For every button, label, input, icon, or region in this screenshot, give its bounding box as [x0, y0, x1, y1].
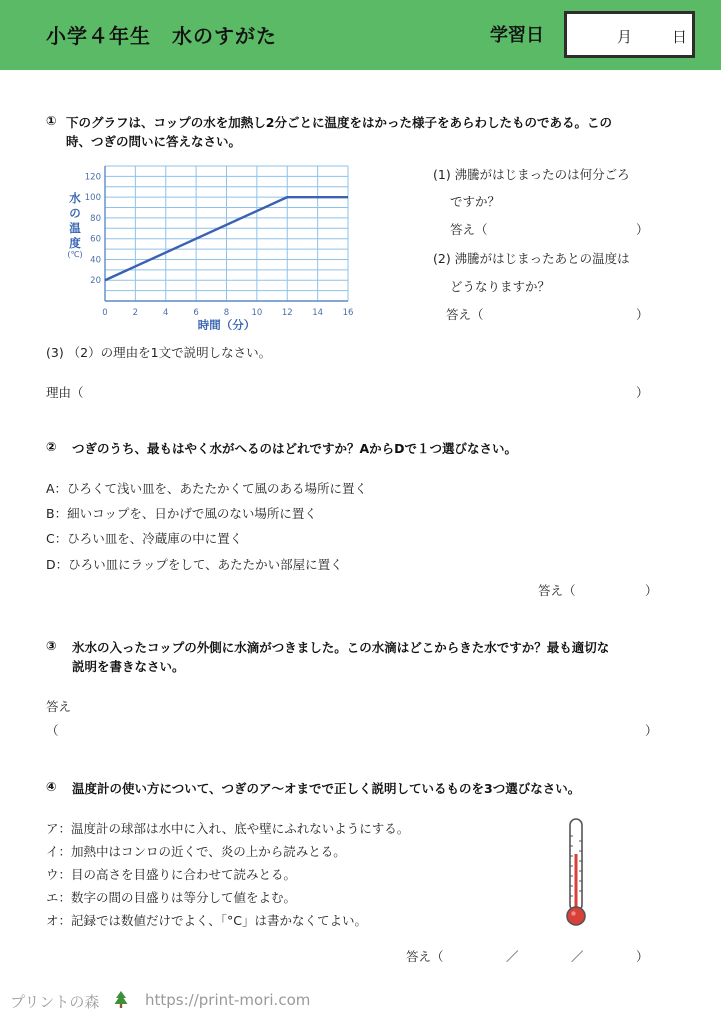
x-tick-label: 10: [251, 308, 263, 318]
y-tick-label: 100: [84, 193, 101, 204]
x-tick-label: 2: [132, 308, 139, 318]
study-date-label: 学習日: [490, 25, 544, 46]
q1-sub2-close-paren: ）: [636, 307, 649, 322]
y-tick-label: 60: [90, 234, 101, 245]
temperature-chart: [55, 160, 365, 330]
q1-sub1-answer-label: 答え（: [450, 222, 488, 237]
q2-answer-label: 答え（: [538, 583, 576, 598]
y-axis-label-char: の: [69, 206, 81, 220]
day-label: 日: [672, 28, 688, 46]
x-tick-label: 6: [193, 308, 199, 318]
y-axis-unit: (℃): [67, 250, 83, 259]
q1-text-line1: 下のグラフは、コップの水を加熱し2分ごとに温度をはかった様子をあらわしたものである。この: [66, 115, 612, 130]
q1-reason-close-paren: ）: [636, 385, 649, 400]
y-tick-label: 40: [90, 255, 101, 266]
q3-answer-label: 答え: [46, 699, 72, 714]
x-tick-label: 4: [163, 308, 169, 318]
footer-site-name: プリントの森: [10, 993, 100, 1011]
q2-text: つぎのうち、最もはやく水がへるのはどれですか？AからDで１つ選びなさい。: [72, 441, 518, 456]
q2-option-c: C：ひろい皿を、冷蔵庫の中に置く: [46, 531, 243, 546]
q2-close-paren: ）: [645, 583, 658, 598]
header-bar: [0, 0, 721, 70]
q4-option-u: ウ：目の高さを目盛りに合わせて読みとる。: [46, 867, 297, 882]
q3-close-paren: ）: [645, 723, 658, 738]
q1-sub2-line1: (2) 沸騰がはじまったあとの温度は: [433, 251, 630, 266]
q4-option-a: ア：温度計の球部は水中に入れ、底や壁にふれないようにする。: [46, 821, 410, 836]
thermometer-icon: [558, 816, 594, 928]
x-tick-label: 12: [281, 308, 293, 318]
q1-sub2-answer-label: 答え（: [446, 307, 484, 322]
y-axis-label-char: 度: [69, 236, 81, 250]
q1-sub1-line1: (1) 沸騰がはじまったのは何分ごろ: [433, 167, 630, 182]
date-box: [564, 11, 695, 58]
q4-close-paren: ）: [636, 949, 649, 964]
q3-text-line2: 説明を書きなさい。: [72, 659, 185, 674]
y-tick-label: 20: [90, 276, 101, 287]
q4-slash-2: ／: [571, 949, 584, 964]
q1-sub1-close-paren: ）: [636, 222, 649, 237]
q4-option-o: オ：記録では数値だけでよく、「°C」は書かなくてよい。: [46, 913, 367, 928]
q1-reason-label: 理由（: [46, 385, 84, 400]
x-tick-label: 14: [312, 308, 324, 318]
q4-slash-1: ／: [506, 949, 519, 964]
q3-open-paren: （: [46, 723, 59, 738]
y-tick-label: 80: [90, 213, 101, 224]
q3-text-line1: 氷水の入ったコップの外側に水滴がつきました。この水滴はどこからきた水ですか？最も適切な: [72, 640, 610, 655]
month-label: 月: [617, 28, 633, 46]
q2-option-b: B：細いコップを、日かげで風のない場所に置く: [46, 506, 317, 521]
x-axis-label: 時間（分）: [197, 318, 256, 330]
q4-option-e: エ：数字の間の目盛りは等分して値をよむ。: [46, 890, 297, 905]
x-tick-label: 16: [342, 308, 354, 318]
x-tick-label: 8: [223, 308, 230, 318]
q3-number: ③: [46, 638, 57, 653]
q1-text-line2: 時、つぎの問いに答えなさい。: [66, 134, 242, 149]
q1-sub2-line2: どうなりますか？: [450, 279, 551, 294]
q2-number: ②: [46, 439, 57, 454]
q1-sub1-line2: ですか？: [450, 194, 501, 209]
q4-text: 温度計の使い方について、つぎのア～オまでで正しく説明しているものを3つ選びなさい。: [72, 781, 581, 796]
page-title: 小学４年生 水のすがた: [46, 24, 277, 48]
q4-number: ④: [46, 779, 57, 794]
q2-option-a: A：ひろくて浅い皿を、あたたかくて風のある場所に置く: [46, 481, 368, 496]
q4-answer-label: 答え（: [406, 949, 444, 964]
q2-option-d: D：ひろい皿にラップをして、あたたかい部屋に置く: [46, 557, 343, 572]
y-axis-label-char: 温: [69, 221, 81, 235]
y-tick-label: 120: [84, 172, 101, 183]
q4-option-i: イ：加熱中はコンロの近くで、炎の上から読みとる。: [46, 844, 346, 859]
q1-sub3: (3) （2）の理由を1文で説明しなさい。: [46, 345, 272, 360]
q1-number: ①: [46, 113, 57, 128]
footer-url[interactable]: https://print-mori.com: [145, 991, 311, 1009]
y-axis-label-char: 水: [69, 191, 81, 205]
tree-icon: [113, 990, 129, 1010]
x-tick-label: 0: [102, 308, 108, 318]
